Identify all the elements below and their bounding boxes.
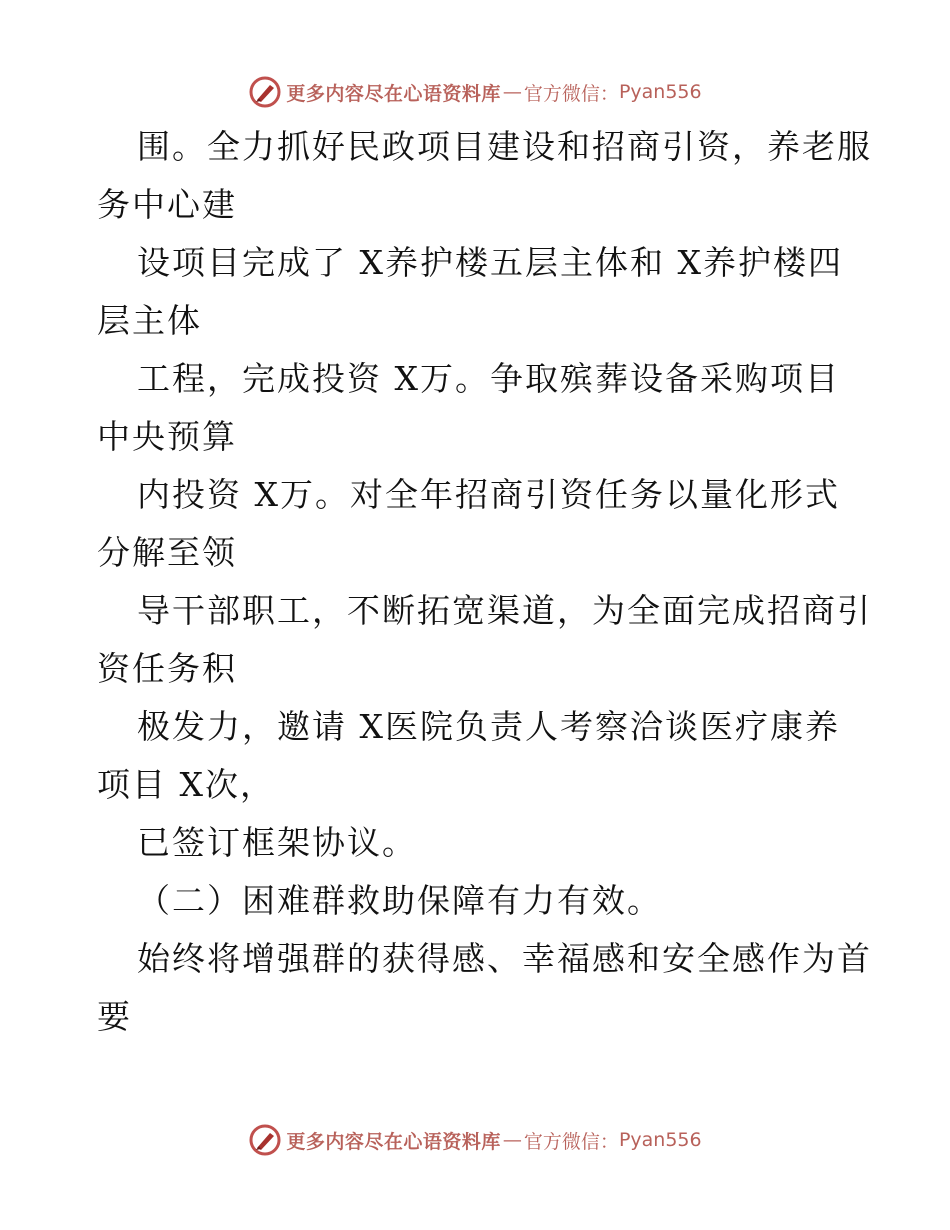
pen-logo-icon [248, 1123, 282, 1157]
text-line: 导干部职工，不断拓宽渠道，为全面完成招商引 [137, 591, 872, 630]
pen-logo-icon [248, 75, 282, 109]
footer-watermark [0, 1120, 950, 1160]
text-line: 工程，完成投资 X万。争取殡葬设备采购项目 [137, 359, 840, 398]
text-line: 务中心建 [97, 185, 237, 224]
text-line: 项目 X次， [97, 765, 275, 804]
document-body [97, 118, 872, 1046]
watermark-brand: 更多内容尽在心语资料库 [286, 1130, 501, 1153]
text-line: 层主体 [97, 301, 202, 340]
text-line: 资任务积 [97, 649, 237, 688]
watermark-wechat-id: Pyan556 [618, 81, 702, 103]
watermark-wechat-label: 官方微信： [523, 1130, 619, 1153]
text-line: 已签订框架协议。 [137, 823, 417, 862]
text-line: 分解至领 [97, 533, 237, 572]
header-watermark [0, 72, 950, 112]
text-line: 中央预算 [97, 417, 237, 456]
text-line: 要 [97, 997, 132, 1036]
text-line: 极发力，邀请 X医院负责人考察洽谈医疗康养 [137, 707, 840, 746]
text-line: 设项目完成了 X养护楼五层主体和 X养护楼四 [137, 243, 843, 282]
section-heading: （二）困难群救助保障有力有效。 [137, 881, 662, 920]
watermark-brand: 更多内容尽在心语资料库 [286, 82, 501, 105]
watermark-separator: — [502, 1129, 522, 1151]
watermark-wechat-label: 官方微信： [523, 82, 619, 105]
watermark-wechat-id: Pyan556 [618, 1129, 702, 1151]
watermark-separator: — [502, 81, 522, 103]
text-line: 围。全力抓好民政项目建设和招商引资，养老服 [137, 127, 872, 166]
text-line: 始终将增强群的获得感、幸福感和安全感作为首 [137, 939, 872, 978]
text-line: 内投资 X万。对全年招商引资任务以量化形式 [137, 475, 840, 514]
